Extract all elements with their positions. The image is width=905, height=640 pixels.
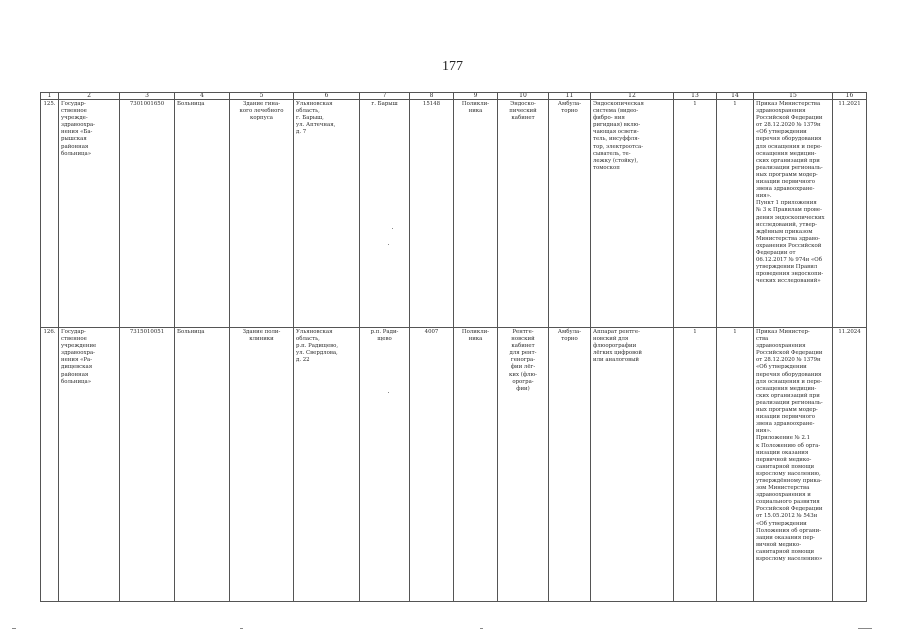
cell-line: Здание гина- <box>242 101 281 107</box>
equipment-table <box>40 92 867 602</box>
cell-line: геногра- <box>510 357 536 364</box>
cell-line: первичной медико- <box>756 456 812 463</box>
cell-line: торно <box>561 108 578 115</box>
cell-line: ства <box>756 336 769 343</box>
cell-line: Министерства здраво- <box>756 235 820 242</box>
column-number: 14 <box>717 93 754 100</box>
facility-type-cell: Больница <box>175 328 230 602</box>
cell-line: Ульяновская <box>296 329 333 335</box>
cell-line: Поликли- <box>461 329 490 335</box>
cell-line: Амбула- <box>557 329 582 335</box>
quantity-2-cell: 1 <box>717 100 754 328</box>
cell-line: ждённым приказом <box>756 228 813 235</box>
cell-line: Государ- <box>61 101 86 107</box>
cell-line: здравоохра- <box>61 122 95 129</box>
column-number: 8 <box>410 93 454 100</box>
cell-line: учреждение <box>61 343 97 350</box>
cell-line: для оснащения и пере- <box>756 378 822 385</box>
cell-line: учрежде- <box>61 115 88 122</box>
cell-line: исследований, утвер- <box>756 221 817 228</box>
cell-line: Ульяновская <box>296 101 333 107</box>
cell-line: ул. Свердлова, <box>296 350 338 357</box>
column-number: 9 <box>454 93 498 100</box>
row-number-cell: 126. <box>41 328 59 602</box>
cell-line: Пункт 1 приложения <box>756 200 817 207</box>
scan-mark <box>392 228 393 229</box>
column-number: 3 <box>120 93 175 100</box>
cell-line: от 28.12.2020 № 1379н <box>756 357 821 364</box>
cell-line: или аналоговый <box>593 357 640 364</box>
cell-line: область, <box>296 336 320 343</box>
column-number: 7 <box>360 93 410 100</box>
cell-line: оснащения медицин- <box>756 385 817 392</box>
cell-line: ственное <box>61 108 87 115</box>
row-number-cell: 125. <box>41 100 59 328</box>
cell-line: Приказ Министерства <box>756 101 821 107</box>
column-number: 15 <box>754 93 833 100</box>
cell-line: ул. Аптечная, <box>296 122 336 129</box>
scan-mark <box>388 392 389 393</box>
planned-date-cell: 11.2021 <box>833 100 867 328</box>
cell-line: щево <box>377 336 392 343</box>
cell-line: для оснащения и пере- <box>756 143 822 150</box>
cell-line: реализации региональ- <box>756 399 823 406</box>
column-number: 5 <box>230 93 294 100</box>
cell-line: Российской Федерации <box>756 506 823 513</box>
cell-line: фии) <box>516 385 530 392</box>
cell-line: Государ- <box>61 329 86 335</box>
cell-line: новский для <box>593 336 629 343</box>
cell-line: система (видео- <box>593 108 639 115</box>
cell-line: реализации региональ- <box>756 164 823 171</box>
cell-line: ских организаций при <box>756 392 820 399</box>
scan-mark <box>858 628 872 629</box>
cell-line: Здание поли- <box>242 329 281 335</box>
cell-line: Эндоскопическая <box>593 101 644 107</box>
cell-line: к Положению об орга- <box>756 442 821 449</box>
cell-line: перечня оборудования <box>756 136 822 143</box>
legal-basis-cell <box>754 100 833 328</box>
cell-line: зом Министерства <box>756 485 810 492</box>
cell-line: ких (флю- <box>509 371 537 378</box>
cell-line: чающая освети- <box>593 129 639 136</box>
cell-line: 06.12.2017 № 974н «Об <box>756 257 822 264</box>
cell-line: лёгких цифровой <box>593 350 643 357</box>
cell-line: «Об утверждении <box>756 129 807 136</box>
column-number-row <box>41 93 867 100</box>
cell-line: зации оказания пер- <box>756 534 815 541</box>
cell-line: тор, электроотса- <box>593 143 644 150</box>
cell-line: взрослому населению, <box>756 470 821 477</box>
cell-line: здравоохра- <box>61 350 95 357</box>
cell-line: д. 7 <box>296 129 307 136</box>
page-number: 177 <box>442 59 463 74</box>
cabinet-name-cell <box>498 100 549 328</box>
department-cell <box>454 328 498 602</box>
cell-line: от 28.12.2020 № 1379н <box>756 122 821 129</box>
cell-line: звена здравоохране- <box>756 186 815 193</box>
cell-line: Приложение № 2.1 <box>756 435 811 442</box>
cell-line: районная <box>61 143 89 150</box>
cell-line: кабинет <box>511 115 535 122</box>
cell-line: для рент- <box>509 350 537 357</box>
cell-line: «Об утверждении <box>756 520 807 527</box>
cell-line: д. 22 <box>296 357 310 364</box>
cell-line: Приказ Министер- <box>756 329 810 335</box>
cell-line: Поликли- <box>461 101 490 107</box>
cell-line: ческих исследований» <box>756 278 821 285</box>
address-cell <box>294 328 360 602</box>
locality-cell: г. Барыш <box>360 100 410 328</box>
cell-line: низации первичного <box>756 179 816 186</box>
cell-line: г. Барыш, <box>296 115 324 122</box>
scan-mark <box>12 628 16 629</box>
cell-line: утверждённому прика- <box>756 477 822 484</box>
column-number: 11 <box>549 93 591 100</box>
table-row <box>41 328 867 602</box>
cell-line: ных программ модер- <box>756 171 818 178</box>
cell-line: здравоохранения <box>756 108 806 115</box>
cell-line: Амбула- <box>557 101 582 107</box>
cell-line: клиники <box>249 336 274 343</box>
cell-line: флюорографии <box>593 343 637 350</box>
cell-line: ских организаций при <box>756 157 820 164</box>
cell-line: социального развития <box>756 499 820 506</box>
column-number: 4 <box>175 93 230 100</box>
cell-line: Положения об органи- <box>756 527 822 534</box>
building-name-cell <box>230 100 294 328</box>
legal-basis-cell <box>754 328 833 602</box>
planned-date-cell: 11.2024 <box>833 328 867 602</box>
cell-line: Аппарат рентге- <box>593 329 640 335</box>
scan-mark <box>388 244 389 245</box>
cell-line: ния». <box>756 428 772 435</box>
cabinet-name-cell <box>498 328 549 602</box>
cell-line: торно <box>561 336 578 343</box>
organization-code-cell: 7315010051 <box>120 328 175 602</box>
column-number: 1 <box>41 93 59 100</box>
scan-mark <box>240 628 243 629</box>
cell-line: р.п. Радищево, <box>296 343 339 350</box>
cell-line: Российской Федерации <box>756 350 823 357</box>
column-number: 13 <box>674 93 717 100</box>
cell-line: Эндоско- <box>510 101 536 107</box>
organization-code-cell: 7301001650 <box>120 100 175 328</box>
cell-line: проведения эндоскопи- <box>756 271 824 278</box>
cell-line: фибро- ния <box>593 115 625 122</box>
scan-mark <box>480 628 483 629</box>
cell-line: сыватель, те- <box>593 150 631 157</box>
cell-line: ника <box>468 336 483 343</box>
cell-line: больница» <box>61 150 92 157</box>
cell-line: кого лечебного <box>239 108 284 115</box>
cell-line: томоскоп <box>593 164 620 171</box>
population-count-cell: 4007 <box>410 328 454 602</box>
cell-line: Федерации от <box>756 249 796 256</box>
cell-line: пический <box>509 108 537 115</box>
facility-type-cell: Больница <box>175 100 230 328</box>
cell-line: вичной медико- <box>756 541 802 548</box>
building-name-cell <box>230 328 294 602</box>
cell-line: низации оказания <box>756 449 809 456</box>
cell-line: тель, инсуффля- <box>593 136 640 143</box>
cell-line: от 15.05.2012 № 543н <box>756 513 818 520</box>
locality-cell <box>360 328 410 602</box>
organization-name-cell <box>59 100 120 328</box>
cell-line: рышская <box>61 136 87 143</box>
equipment-description-cell <box>591 100 674 328</box>
table-row <box>41 100 867 328</box>
cell-line: охранения Российской <box>756 242 822 249</box>
cell-line: «Об утверждении <box>756 364 807 371</box>
cell-line: р.п. Ради- <box>370 329 399 335</box>
organization-name-cell <box>59 328 120 602</box>
care-type-cell <box>549 100 591 328</box>
quantity-2-cell: 1 <box>717 328 754 602</box>
column-number: 6 <box>294 93 360 100</box>
cell-line: низации первичного <box>756 414 816 421</box>
quantity-cell: 1 <box>674 328 717 602</box>
cell-line: ника <box>468 108 483 115</box>
cell-line: оснащения медицин- <box>756 150 817 157</box>
cell-line: здравоохранения и <box>756 492 811 499</box>
cell-line: орогра- <box>512 378 534 385</box>
cell-line: дения эндоскопических <box>756 214 825 221</box>
cell-line: новский <box>511 336 535 343</box>
cell-line: больница» <box>61 378 92 385</box>
cell-line: нения «Ра- <box>61 357 93 364</box>
cell-line: утверждении Правил <box>756 264 818 271</box>
cell-line: ния». <box>756 193 772 200</box>
cell-line: № 3 к Правилам прове- <box>756 207 822 214</box>
cell-line: дищевская <box>61 364 93 371</box>
cell-line: лежку (стойку), <box>593 157 639 164</box>
cell-line: Рентге- <box>512 329 534 335</box>
quantity-cell: 1 <box>674 100 717 328</box>
column-number: 10 <box>498 93 549 100</box>
cell-line: корпуса <box>249 115 274 122</box>
cell-line: Российской Федерации <box>756 115 823 122</box>
cell-line: ных программ модер- <box>756 407 818 414</box>
cell-line: перечня оборудования <box>756 371 822 378</box>
care-type-cell <box>549 328 591 602</box>
cell-line: кабинет <box>511 343 535 350</box>
department-cell <box>454 100 498 328</box>
column-number: 12 <box>591 93 674 100</box>
cell-line: здравоохранения <box>756 343 806 350</box>
cell-line: районная <box>61 371 89 378</box>
population-count-cell: 15148 <box>410 100 454 328</box>
cell-line: фии лёг- <box>510 364 536 371</box>
column-number: 2 <box>59 93 120 100</box>
address-cell <box>294 100 360 328</box>
column-number: 16 <box>833 93 867 100</box>
cell-line: область, <box>296 108 320 115</box>
cell-line: взрослому населению» <box>756 556 823 562</box>
cell-line: санитарной помощи <box>756 463 815 470</box>
cell-line: ригидная) вклю- <box>593 122 641 129</box>
cell-line: санитарной помощи <box>756 548 815 555</box>
cell-line: нения «Ба- <box>61 129 93 136</box>
equipment-description-cell <box>591 328 674 602</box>
cell-line: звена здравоохране- <box>756 421 815 428</box>
cell-line: ственное <box>61 336 87 343</box>
